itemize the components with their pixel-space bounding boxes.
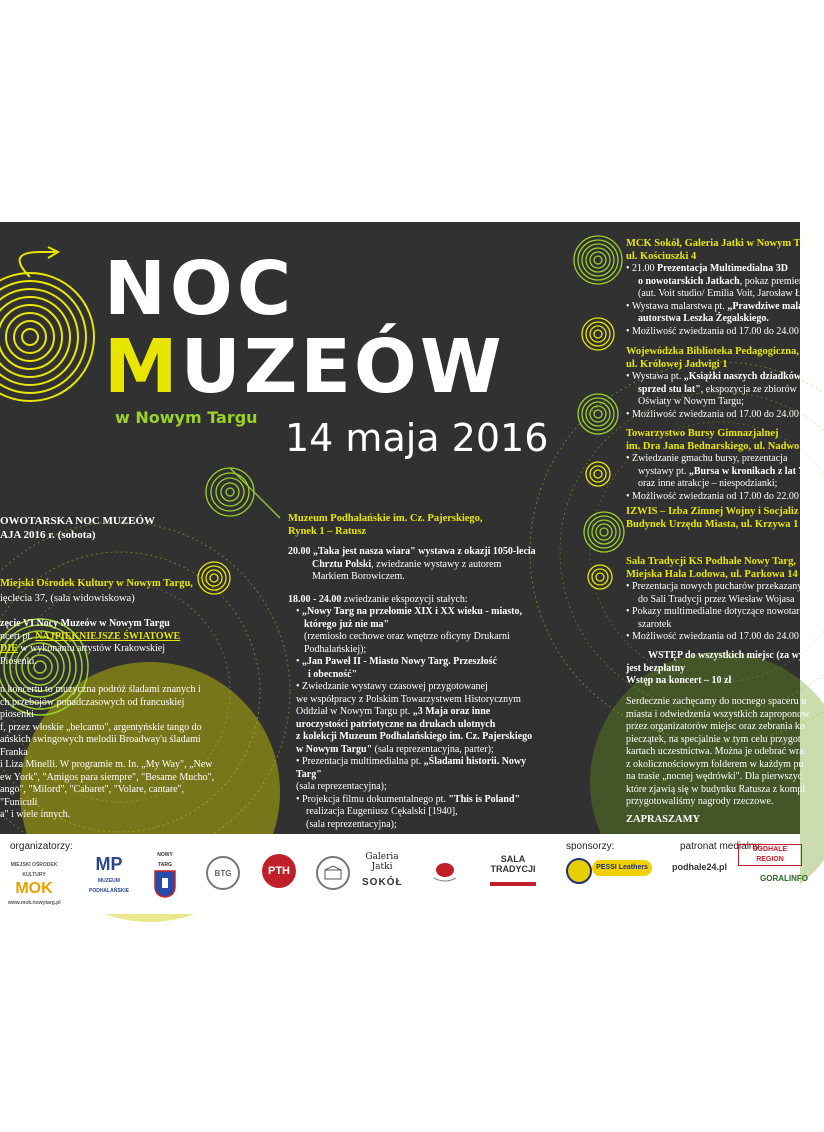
desc-line: n koncertu to muzyczna podróż śladami znanych i [0, 684, 201, 695]
para-line: na trasie „nocnej wędrówki". Dla pierwszyc [626, 771, 803, 782]
b3-note: (sala reprezentacyjna, parter); [372, 743, 494, 755]
v1-i2b: „Prawdziwe malar [727, 300, 808, 312]
v1-i1: 21.00 [632, 263, 658, 274]
right-venue-2: Wojewódzka Biblioteka Pedagogiczna, ul. Królowej Jadwigi 1 • Wystawa pt. „Książki naszych dziadków sprzed stu lat", ekspozycja ze zbiorów Mu Oświaty w Nowym Targu; • Możliwość zwiedzania od 17.00 do 24.00 [626, 346, 814, 420]
item1-time: 20.00 [288, 546, 313, 557]
v5-name: Sala Tradycji KS Podhale Nowy Targ, [626, 556, 796, 567]
concert-performers: w wykonaniu artystów Krakowskiej [17, 643, 165, 654]
para-line: pieczątek, na specjalnie w tym celu przygot [626, 733, 801, 745]
btg-logo: BTG [206, 856, 240, 890]
mok-logo [8, 860, 60, 908]
b3-text: Zwiedzanie wystawy czasowej przygotowanej [302, 681, 488, 692]
b1-desc2: Podhalańskiej); [304, 643, 367, 655]
b4-text: Prezentacja multimedialna pt. [302, 756, 424, 767]
b1-title: „Nowy Targ na przełomie XIX i XX wieku - miasto, [302, 606, 523, 617]
left-event-date: AJA 2016 r. (sobota) [0, 529, 96, 541]
lantern-icon [430, 856, 460, 886]
mp-text: MP [95, 854, 123, 874]
v2-i1c: sprzed stu lat" [638, 383, 701, 395]
center-program [288, 546, 553, 831]
para-line: miasta i odwiedzenia wszystkich zaproponow [626, 708, 810, 720]
left-venue-address: ięclecia 37, (sala widowiskowa) [0, 593, 135, 604]
item2-text: zwiedzanie ekspozycji stałych: [343, 593, 468, 605]
b3-title: „3 Maja oraz inne [412, 706, 491, 717]
v1-i1e: (aut. Voit studio/ Emilia Voit, Jarosław Łak [638, 288, 811, 299]
galeria-jatki-logo [362, 852, 402, 888]
b3-title3: z kolekcji Muzeum Podhalańskiego im. Cz. Pajerskiego [296, 731, 533, 742]
title-line2-rest: UZEÓW [180, 324, 505, 410]
left-description [0, 684, 220, 822]
right-venue-4 [626, 506, 806, 531]
desc-line: ańskich swingowych melodii Broadway'u śladami Franka [0, 734, 201, 758]
item2-time: 18.00 - 24.00 [288, 593, 344, 605]
v5-i2: Pokazy multimedialne dotyczące nowotars [632, 606, 804, 617]
b5-note2: (sala reprezentacyjna); [306, 818, 397, 830]
concert-prefix: ncert pt. [0, 630, 36, 642]
b3-text3: Oddział w Nowym Targu pt. [296, 706, 413, 717]
organizers-label: organizatorzy: [10, 841, 73, 852]
mp-sub: MUZEUM PODHALAŃSKIE [88, 878, 129, 894]
v1-i1d: , pokaz premiero [739, 275, 808, 287]
entry-info [626, 650, 824, 688]
logo-bar [0, 834, 808, 914]
b3-title4: w Nowym Targu" [296, 743, 373, 755]
closing-paragraph [626, 696, 810, 809]
para-line: przez organizatorów miejsc oraz zebrania ko [626, 721, 805, 732]
b3-text2: we współpracy z Polskim Towarzystwem Historycznym [296, 693, 521, 705]
list-item [296, 606, 553, 656]
nowy-targ-crest [150, 850, 180, 900]
v2-i1b: „Książki naszych dziadków [683, 371, 801, 382]
concert-title: NAJPIĘKNIEJSZE ŚWIATOWE [35, 630, 181, 642]
para-line: kartach uczestnictwa. Można je odebrać wra [626, 746, 804, 757]
v3-i1d: oraz inne atrakcje – niespodzianki; [638, 478, 778, 489]
right-venue-1: MCK Sokół, Galeria Jatki w Nowym T ul. Kościuszki 4 • 21.00 Prezentacja Multimedialna 3D o nowotarskich Jatkach, pokaz premiero (aut. Voit studio/ Emilia Voit, Jarosław Łak • Wystawa malarstwa pt. „Prawdziwe malar autorstwa Leszka Żegalskiego. • Możliwość zwiedzania od 17.00 do 24.00 [626, 238, 811, 337]
v3-i1c: „Bursa w kronikach z lat 70 [688, 465, 809, 477]
v1-addr: ul. Kościuszki 4 [626, 250, 697, 262]
title-highlight-letter: M [104, 324, 181, 410]
b2-title: „Jan Paweł II - Miasto Nowy Targ. Przeszłość [302, 656, 497, 667]
title-line2 [104, 324, 505, 410]
podhale24-logo: podhale24.pl [672, 862, 728, 872]
v1-i1b: Prezentacja Multimedialna 3D [657, 263, 788, 274]
v2-i2: Możliwość zwiedzania od 17.00 do 24.00 [632, 408, 799, 420]
mok-sub: MIEJSKI OŚRODEK KULTURY [10, 862, 58, 878]
desc-line: ango", "Milord", "Cabaret", "Volare, cantare", "Funiculi [0, 784, 185, 808]
left-event-title: OWOTARSKA NOC MUZEÓW [0, 515, 156, 527]
v1-i2c: autorstwa Leszka Żegalskiego. [638, 313, 769, 324]
left-concert [0, 618, 200, 668]
entry-line1: WSTĘP do wszystkich miejsc (za wyjątki [648, 650, 824, 661]
goralinfo-logo: GORALINFO [760, 874, 808, 883]
mok-url: www.mok.nowytarg.pl [8, 900, 61, 906]
building-icon [324, 866, 342, 880]
v5-addr: Miejska Hala Lodowa, ul. Parkowa 14 [626, 568, 798, 580]
desc-line: a" i wiele innych. [0, 809, 71, 820]
center-venue-name: Muzeum Podhalańskie im. Cz. Pajerskiego, [288, 513, 483, 524]
v1-i3: Możliwość zwiedzania od 17.00 do 24.00 [632, 325, 799, 337]
v1-i1c: o nowotarskich Jatkach [638, 275, 740, 287]
pessi-logo: PESSI Leathers [592, 860, 652, 876]
list-item [296, 681, 553, 756]
item1-author: Markiem Borowiczem. [312, 571, 405, 582]
v3-i1b: wystawy pt. [638, 465, 689, 477]
b4-note: (sala reprezentacyjna); [296, 781, 387, 792]
center-venue-address: Rynek 1 – Ratusz [288, 526, 367, 537]
v5-i3: Możliwość zwiedzania od 17.00 do 24.00 [632, 631, 799, 642]
b5-note: realizacja Eugeniusz Cękalski [1940], [306, 806, 458, 817]
para-line: które zjawią się w budynku Ratusza z kompl [626, 783, 806, 795]
v4-addr: Budynek Urzędu Miasta, ul. Krzywa 1 [626, 518, 799, 530]
desc-line: i Liza Minelli. W programie m. In. „My Way", „New [0, 759, 213, 770]
v1-i2: Wystawa malarstwa pt. [631, 300, 728, 312]
sponsors-label: sponsorzy: [566, 841, 615, 852]
v2-i1d: , ekspozycja ze zbiorów Mu [700, 383, 814, 395]
izwis-logo [316, 856, 350, 890]
v5-i1: Prezentacja nowych pucharów przekazany [632, 581, 803, 592]
v3-name: Towarzystwo Bursy Gimnazjalnej [626, 428, 779, 439]
mok-text: MOK [15, 880, 53, 897]
concert-title2: DIE [0, 643, 18, 654]
b4-title: „Śladami historii. Nowy Targ" [296, 756, 527, 780]
program-list [288, 606, 553, 831]
right-venue-5: Sala Tradycji KS Podhale Nowy Targ, Miejska Hala Lodowa, ul. Parkowa 14 • Prezentacja nowych pucharów przekazany do Sali Tradycji przez Wiesław Wojasa • Pokazy multimedialne dotyczące nowotars szarotek • Możliwość zwiedzania od 17.00 do 24.00 [626, 556, 806, 644]
sokol-text: SOKÓŁ [362, 877, 403, 888]
para-line: Serdecznie zachęcamy do nocnego spaceru u [626, 696, 807, 707]
yellow-spiral-left [0, 247, 94, 401]
desc-line: f, przez włoskie „belcanto", argentyńskie tango do [0, 721, 202, 733]
b3-title2: uroczystości patriotyczne na drukach ulotnych [296, 718, 496, 730]
left-opening: zęcie VI Nocy Muzeów w Nowym Targu [0, 618, 170, 629]
v3-i2: Możliwość zwiedzania od 17.00 do 22.00 [632, 490, 799, 502]
lantern-logo [430, 856, 460, 886]
left-venue-name: Miejski Ośrodek Kultury w Nowym Targu, [0, 578, 193, 589]
b1-title2: którego już nie ma" [304, 618, 390, 630]
nowy-targ-text: NOWY TARG [157, 852, 173, 868]
media-label: patronat medialny: [680, 841, 763, 852]
v2-name: Wojewódzka Biblioteka Pedagogiczna, [626, 346, 799, 357]
v1-name: MCK Sokół, Galeria Jatki w Nowym T [626, 238, 801, 249]
item1-rest: , zwiedzanie wystawy z autorem [371, 558, 502, 570]
title-line1: NOC [104, 246, 296, 332]
v5-i2b: szarotek [638, 618, 672, 630]
item1-title2: Chrztu Polski [312, 558, 372, 570]
podhale-region-logo: PODHALE REGION [738, 844, 802, 866]
event-date: 14 maja 2016 [285, 416, 549, 460]
v2-addr: ul. Królowej Jadwigi 1 [626, 358, 728, 370]
left-concert-line [0, 631, 200, 644]
v1-item: • 21.00 Prezentacja Multimedialna 3D [626, 263, 788, 274]
concert-performers2: Piosenki. [0, 655, 37, 667]
poster [0, 222, 824, 834]
v3-i1: Zwiedzanie gmachu bursy, prezentacja [632, 453, 788, 464]
b2-title2: i obecność" [308, 668, 358, 680]
left-event-heading [0, 514, 155, 542]
pth-logo: PTH [262, 854, 296, 888]
para-line: przygotowaliśmy nagrody rzeczowe. [626, 796, 774, 807]
para-line: z okolicznościowym folderem w każdym pu [626, 758, 804, 770]
entry-line3: Wstęp na koncert – 10 zł [626, 675, 732, 686]
crest-icon [154, 870, 176, 898]
invite-text: ZAPRASZAMY [626, 814, 701, 825]
right-venue-3: Towarzystwo Bursy Gimnazjalnej im. Dra Jana Bednarskiego, ul. Nadwo • Zwiedzanie gmachu bursy, prezentacja wystawy pt. „Bursa w kronikach z lat 70 oraz inne atrakcje – niespodzianki; • Możliwość zwiedzania od 17.00 do 22.00 [626, 428, 809, 502]
subtitle: w Nowym Targu [115, 408, 258, 427]
item1-title: „Taka jest nasza wiara" wystawa z okazji 1050-lecia [313, 546, 536, 557]
sala-tradycji-text: SALA TRADYCJI [490, 854, 536, 874]
v2-i1: Wystawa pt. [631, 371, 684, 382]
program-item-1 [288, 546, 553, 559]
desc-line: ch przebojów ponadczasowych od francuskiej piosenki [0, 696, 185, 720]
list-item [296, 794, 553, 832]
v5-i1b: do Sali Tradycji przez Wiesław Wojasa [638, 593, 795, 605]
b1-desc: (rzemiosło cechowe oraz wnętrze oficyny Drukarni [304, 631, 510, 642]
galeria-text: Galeria Jatki [365, 852, 399, 872]
v4-name: IZWIS – Izba Zimnej Wojny i Socjaliz [626, 506, 799, 517]
b5-title: "This is Poland" [448, 793, 521, 805]
center-venue [288, 512, 483, 538]
program-item-2 [288, 594, 553, 607]
v3-addr: im. Dra Jana Bednarskiego, ul. Nadwo [626, 440, 800, 452]
list-item [296, 756, 553, 794]
list-item [296, 656, 553, 681]
entry-line2: jest bezpłatny [626, 662, 686, 674]
v2-i1e: Oświaty w Nowym Targu; [638, 396, 744, 407]
left-venue [0, 576, 193, 606]
program-item-1-cont [288, 559, 553, 572]
b5-text: Projekcja filmu dokumentalnego pt. [302, 793, 449, 805]
sala-tradycji-logo [490, 854, 536, 886]
desc-line: ew York", "Amigos para siempre", "Besame Mucho", [0, 771, 215, 783]
left-concert-line2 [0, 643, 200, 656]
sponsor-emblem [566, 858, 592, 884]
muzeum-logo [84, 852, 134, 896]
